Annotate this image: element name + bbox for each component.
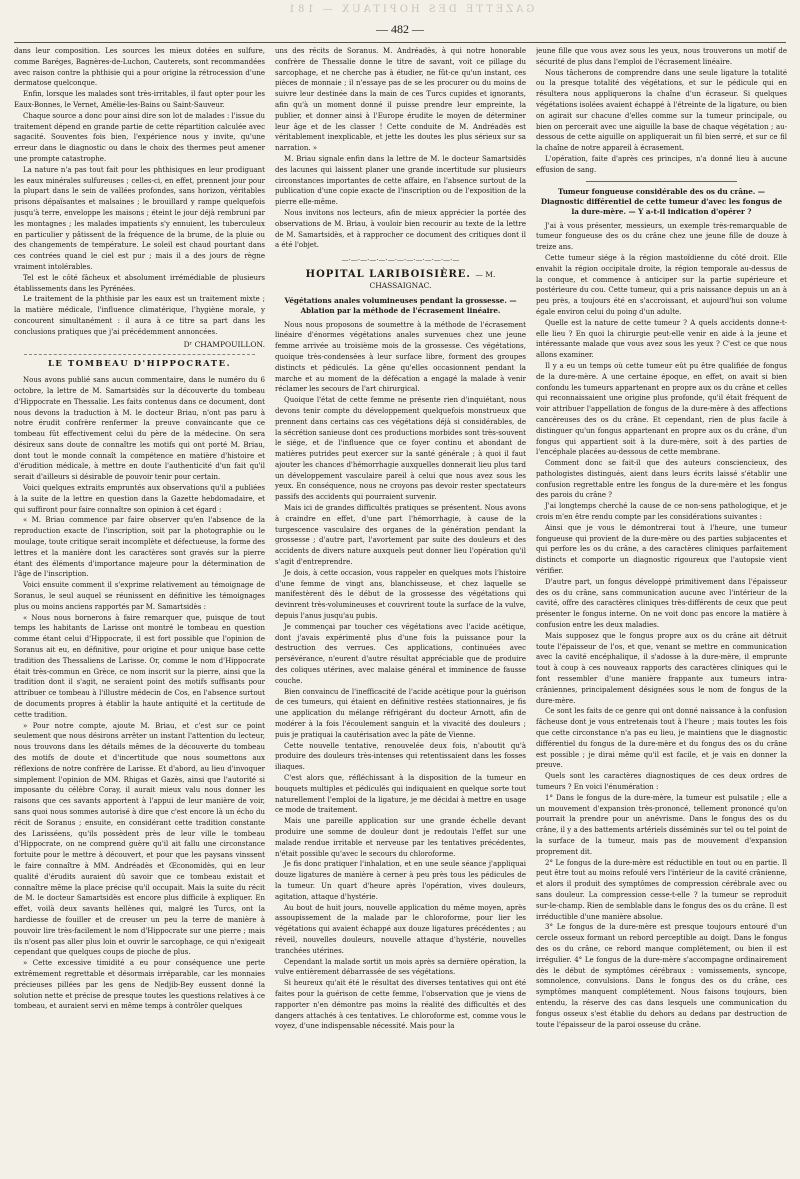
paragraph: Si heureux qu'ait été le résultat des diverses tentatives qui ont été faites pour la guérison de cette femme, l'observation que je viens de rapporter n'en démontre pas moins la réalité des difficultés et des dangers attachés à ces tentatives. Le chloroforme est, comme vous le voyez, d'une indispensable nécessité. Mais pour la — [275, 979, 526, 1031]
paragraph: Tel est le côté fâcheux et absolument irrémédiable de plusieurs établissements dans les Pyrénées. — [14, 273, 265, 293]
hospital-author: — M. CHASSAIGNAC. — [369, 269, 496, 290]
paragraph: 1° Dans le fongus de la dure-mère, la tumeur est pulsatile ; elle a un mouvement d'expansion très-prononcé, tellement prononcé qu'on pourrait la prendre pour un anévrisme. Dans le fongus des os du crâne, il y a des battements artériels disséminés sur tel ou tel point de la surface de la tumeur, mais pas de mouvement d'expansion proprement dit. — [536, 793, 787, 856]
paragraph: » Pour notre compte, ajoute M. Briau, et c'est sur ce point seulement que nous désirons arrêter un instant l'attention du lecteur, nous trouvons dans les détails mêmes de la découverte du tombeau des motifs de doute et d'incertitude que nous soumettons aux réflexions de notre confrère de Larisse. Et d'abord, au lieu d'invoquer simplement l'opinion de MM. Rhigas et Gazès, ainsi que l'autorité si imposante du célèbre Coray, il aurait mieux valu nous donner les raisons que ces savants apportent à l'appui de leur manière de voir, sans quoi nous sommes autorisé à dire que c'est encore là un écho du récit de Soranus ; ensuite, en considérant cette tradition constante des Larisséens, qu'ils possèdent près de leur ville le tombeau d'Hippocrate, on ne comprend guère qu'il ait fallu une circonstance fortuite pour le mettre à découvert, et pour que les paysans vinssent le faire connaître à MM. Andréadès et Œconomidès, qui en leur qualité d'érudits auraient dû savoir que ce tombeau existait et connaître même la place précise qu'il occupait. Mais la suite du récit de M. le docteur Samartsidès est encore plus difficile à expliquer. En effet, voilà deux savants hellènes qui, malgré les Turcs, ont la hardiesse de fouiller et de creuser un peu la terre de manière à pouvoir lire très-facilement le nom d'Hippocrate sur une pierre ; mais ils n'osent pas aller plus loin et ouvrir le sarcophage, ce qui n'exigeait cependant que quelques coups de pioche de plus. — [14, 721, 265, 957]
paragraph: « Nous nous bornerons à faire remarquer que, puisque de tout temps les habitants de Larisse ont montré le tombeau en question comme étant celui d'Hippocrate, il est fort possible que l'opinion de Soranus ait eu, en définitive, pour origine et pour unique base cette tradition des Thessaliens de Larisse. Or, comme le nom d'Hippocrate était très-commun en Grèce, ce nom inscrit sur la pierre, ainsi que la tradition dont il s'agit, ne seraient point des motifs suffisants pour attribuer ce tombeau à l'illustre médecin de Cos, en l'absence surtout de documents propres à établir la haute antiquité et la certitude de cette tradition. — [14, 613, 265, 719]
column-1 — [14, 46, 265, 1174]
paragraph: C'est alors que, réfléchissant à la disposition de la tumeur en bouquets multiples et pédiculés qui indiquaient en quelque sorte tout naturellement l'emploi de la ligature, je me décidai à mettre en usage ce mode de traitement. — [275, 774, 526, 815]
paragraph: Comment donc se fait-il que des auteurs consciencieux, des pathologistes distingués, aient dans leurs écrits laissé s'établir une confusion regrettable entre les fongus de la dure-mère et les fongus des parois du crâne ? — [536, 459, 787, 500]
paragraph: Ainsi que je vous le démontrerai tout à l'heure, une tumeur fongueuse qui provient de la dure-mère ou des parties subjacentes et qui perfore les os du crâne, a des caractères cliniques parfaitement distincts et comporte un diagnostic rigoureux que l'autopsie vient vérifier. — [536, 523, 787, 576]
paragraph: Je dois, à cette occasion, vous rappeler en quelques mots l'histoire d'une femme de vingt ans, blanchisseuse, et chez laquelle se manifestèrent dès le début de la grossesse des végétations qui devinrent très-volumineuses et couvrirent toute la surface de la vulve, depuis l'anus jusqu'au pubis. — [275, 568, 526, 621]
paragraph: jeune fille que vous avez sous les yeux, nous trouverons un motif de sécurité de plus dans l'emploi de l'écrasement linéaire. — [536, 47, 787, 66]
paragraph: Nous invitons nos lecteurs, afin de mieux apprécier la portée des observations de M. Briau, à vouloir bien recourir au texte de la lettre de M. Samartsidès, et à rapprocher ce document des critiques dont il a été l'objet. — [275, 208, 526, 250]
paragraph: J'ai à vous présenter, messieurs, un exemple très-remarquable de tumeur fongueuse des os du crâne chez une jeune fille de douze à treize ans. — [536, 221, 787, 252]
paragraph: D'autre part, un fongus développé primitivement dans l'épaisseur des os du crâne, sans communication aucune avec l'intérieur de la cavité, offre des caractères cliniques très-différents de ceux que peut présenter le fongus interne. On ne voit donc pas encore la matière à confusion entre les deux maladies. — [536, 577, 787, 630]
paragraph: uns des récits de Soranus. M. Andréadès, à qui notre honorable confrère de Thessalie donne le titre de savant, voit ce pillage du sarcophage, et ne cherche pas à étudier, ne fût-ce qu'un instant, ces pièces de monnaie ; il n'essaye pas de se les procurer ou du moins de suivre leur destinée dans la main de ces Turcs cupides et ignorants, afin qu'à un moment donné il puisse prendre leur empreinte, la publier, et donner ainsi à l'Europe érudite le moyen de déterminer leur âge et de les classer ! Cette conduite de M. Andréadès est véritablement inexplicable, et jette les doutes les plus sérieux sur sa narration. » — [275, 47, 526, 153]
paragraph: Enfin, lorsque les malades sont très-irritables, il faut opter pour les Eaux-Bonnes, le Vernet, Amélie-les-Bains ou Saint-Sauveur. — [14, 90, 265, 109]
article-title: Tumeur fongueuse considérable des os du crâne. — Diagnostic différentiel de cette tumeur d'avec les fongus de la dure-mère. — Y a-t-il indication d'opérer ? — [540, 186, 783, 216]
paragraph: La nature n'a pas tout fait pour les phthisiques en leur prodiguant les eaux minérales sulfureuses ; celles-ci, en effet, prennent jour pour la plupart dans le sein de vallées profondes, sans horizon, véritables prisons dépaïsantes et malsaines ; le brouillard y rampe quelquefois jusqu'à terre, enveloppe les maisons ; éteint le jour déjà rembruni par les montagnes ; les malades impatients s'y ennuient, les tuberculeux en particulier y pâtissent de la fréquence de la brume, de la pluie ou des changements de température. Le soleil est chaud pourtant dans ces contrées quand le ciel est pur ; mais il a des jours de règne vraiment intolérables. — [14, 165, 265, 271]
paragraph: Nous avons publié sans aucun commentaire, dans le numéro du 6 octobre, la lettre de M. Samartsidès sur la découverte du tombeau d'Hippocrate en Thessalie. Les faits contenus dans ce document, dont nous devons la traduction à M. le docteur Briau, n'ont pas paru à notre érudit confrère renfermer la preuve convaincante que ce tombeau fût effectivement celui du père de la médecine. On sera désireux sans doute de connaître les motifs qui ont porté M. Briau, dont tout le monde connaît la compétence en matière d'histoire et d'érudition médicale, à mettre en doute l'authenticité d'un fait qu'il serait d'ailleurs si désirable de pouvoir tenir pour certain. — [14, 376, 265, 482]
paragraph: 3° Le fongus de la dure-mère est presque toujours entouré d'un cercle osseux formant un rebord perceptible au doigt. Dans le fongus des os du crâne, ce rebord manque complétement, ou bien il est irrégulier. 4° Le fongus de la dure-mère s'accompagne ordinairement dès le début de symptômes cérébraux : vomissements, syncope, somnolence, convulsions. Dans le fongus des os du crâne, ces symptômes manquent complétement. Nous faisons toujours, bien entendu, la réserve des cas dans lesquels une communication du fongus osseux s'est établie du dehors au dedans par destruction de toute l'épaisseur de la paroi osseuse du crâne. — [536, 923, 787, 1029]
paragraph: Il y a eu un temps où cette tumeur eût pu être qualifiée de fongus de la dure-mère. A une certaine époque, en effet, on avait si bien confondu les tumeurs appartenant en propre aux os du crâne et celles qui reconnaissaient une origine plus profonde, qu'il était fréquent de voir attribuer l'appellation de fongus de la dure-mère à des affections cancéreuses des os du crâne. Et cependant, rien de plus facile à distinguer qu'un fongus appartenant en propre aux os du crâne, d'un fongus qui appartient soit à la dure-mère, soit à des parties de l'encéphale placées au-dessous de cette membrane. — [536, 361, 787, 457]
article-subtitle: Végétations anales volumineuses pendant la grossesse. — Ablation par la méthode de l'écrasement linéaire. — [284, 295, 517, 315]
paragraph: Je fis donc pratiquer l'inhalation, et en une seule séance j'appliquai douze ligatures de manière à cerner à peu près tous les pédicules de la tumeur. Un quart d'heure après l'opération, vives douleurs, agitation, attaque d'hystérie. — [275, 860, 526, 901]
column-2 — [275, 46, 526, 1174]
page-number: — 482 — — [376, 22, 424, 36]
hospital-heading — [275, 270, 526, 292]
author-signature: Dʳ CHAMPOUILLON. — [183, 339, 265, 349]
ornament-divider: —·—·—·—·—·—·—·—·—·—·—·—·— — [341, 256, 460, 265]
paragraph: Cette nouvelle tentative, renouvelée deux fois, n'aboutit qu'à produire des douleurs très-intenses qui retentissaient dans les fosses iliaques. — [275, 741, 526, 772]
paragraph: « M. Briau commence par faire observer qu'en l'absence de la reproduction exacte de l'inscription, soit par la photographie ou le moulage, toute critique serait incomplète et défectueuse, la forme des lettres et la manière dont les caractères sont gravés sur la pierre étant des éléments d'importance majeure pour la détermination de l'âge de l'inscription. — [14, 516, 265, 579]
paragraph: Mais supposez que le fongus propre aux os du crâne ait détruit toute l'épaisseur de l'os, et que, venant se mettre en communication avec la cavité encéphalique, il s'adosse à la dure-mère, il emprunte tout à coup à ces nouveaux rapports des caractères cliniques qui le font ressembler d'une manière frappante aux tumeurs intra-crâniennes, principalement désignées sous le nom de fongus de la dure-mère. — [536, 631, 787, 705]
header-rule — [14, 42, 786, 43]
paragraph: J'ai longtemps cherché la cause de ce non-sens pathologique, et je crois m'en être rendu compte par les considérations suivantes : — [536, 502, 787, 522]
paragraph: Voici quelques extraits empruntés aux observations qu'il a publiées à la suite de la lettre en question dans la Gazette hebdomadaire, et qui suffiront pour faire connaître son opinion à cet égard : — [14, 484, 265, 514]
paragraph: Mais ici de grandes difficultés pratiques se présentent. Nous avons à craindre en effet, d'une part l'hémorrhagie, à cause de la turgescence vasculaire des organes de la génération pendant la grossesse ; d'autre part, l'avortement par suite des douleurs et des accidents de divers nature auxquels peut donner lieu l'opération qu'il s'agit d'entreprendre. — [275, 504, 526, 567]
paragraph: Quoique l'état de cette femme ne présente rien d'inquiétant, nous devons tenir compte du développement quelquefois monstrueux que prennent dans certains cas ces végétations déjà si considérables, de la sécrétion sanieuse dont ces productions morbides sont très-souvent le siége, et de l'influence que ce foyer continu et abondant de matières putrides peut exercer sur la santé générale ; à quoi il faut ajouter les chances d'hémorrhagie auxquelles donnerait lieu plus tard un développement vasculaire pareil à celui que nous avez sous les yeux. En conséquence, nous ne croyons pas devoir rester spectateurs passifs des accidents qui pourraient survenir. — [275, 396, 526, 502]
show-through-text: GAZETTE DES HOPITAUX — 181 — [285, 4, 535, 15]
paragraph: Ce sont les faits de ce genre qui ont donné naissance à la confusion fâcheuse dont je vous entretenais tout à l'heure ; mais toutes les fois que cette circonstance n'a pas eu lieu, je maintiens que le diagnostic différentiel du fongus de la dure-mère et du fongus des os du crâne est possible ; je dirai même qu'il est facile, et je vais en donner la preuve. — [536, 707, 787, 770]
paragraph: Le traitement de la phthisie par les eaux est un traitement mixte ; la matière médicale, l'influence climatérique, l'hygiène morale, y concourent simultanément : il aura à ce titre sa part dans les conclusions pratiques que j'ai précédemment annoncées. — [14, 295, 265, 336]
paragraph: Quelle est la nature de cette tumeur ? A quels accidents donne-t-elle lieu ? En quoi la chirurgie peut-elle venir en aide à la jeune et intéressante malade que vous avez sous les yeux ? C'est ce que nous allons examiner. — [536, 318, 787, 360]
paragraph: Nous nous proposons de soumettre à la méthode de l'écrasement linéaire d'énormes végétations anales survenues chez une jeune femme arrivée au troisième mois de la grossesse. Ces végétations, quoique très-condensées à leur surface libre, forment des groupes distincts et pédiculés. La gêne qu'elles occasionnent pendant la marche et au moment de la défécation a engagé la malade à venir réclamer les secours de l'art chirurgical. — [275, 320, 526, 394]
paragraph: Je commençai par toucher ces végétations avec l'acide acétique, dont j'avais expérimenté plus d'une fois la puissance pour la destruction des verrues. Ces applications, continuées avec persévérance, n'eurent d'autre résultat appréciable que de produire des coliques utérines, avec malaise général et imminence de fausse couche. — [275, 622, 526, 685]
divider — [24, 354, 255, 355]
column-3 — [536, 46, 787, 1174]
paragraph: Bien convaincu de l'inefficacité de l'acide acétique pour la guérison de ces tumeurs, qui étaient en définitive restées stationnaires, je fis une application du mélange réfrigérant du docteur Arnott, afin de modérer à la fois l'écoulement sanguin et la vivacité des douleurs ; puis je pratiquai la cautérisation avec la pâte de Vienne. — [275, 687, 526, 739]
divider — [586, 181, 737, 182]
paragraph: Cependant la malade sortit un mois après sa dernière opération, la vulve entièrement débarrassée de ses végétations. — [275, 957, 526, 977]
paragraph: Voici ensuite comment il s'exprime relativement au témoignage de Soranus, le seul auquel se réunissent en définitive les témoignages plus ou moins anciens rapportés par M. Samartsidès : — [14, 581, 265, 611]
paragraph: Quels sont les caractères diagnostiques de ces deux ordres de tumeurs ? En voici l'énumération : — [536, 772, 787, 791]
paragraph: » Cette excessive timidité a eu pour conséquence une perte extrêmement regrettable et désormais irréparable, car les monnaies précieuses pillées par les gens de Nedjib-Bey eussent donné la solution nette et précise de presque toutes les questions relatives à ce tombeau, et auraient servi en même temps à contrôler quelques — [14, 959, 265, 1011]
paragraph: Cette tumeur siége à la région mastoïdienne du côté droit. Elle envahit la région occipitale droite, la région temporale au-dessus de la conque, et commence à anticiper sur la partie supérieure et postérieure du cou. Cette tumeur, qui a pris naissance depuis un an à peu près, a toujours été en s'accroissant, et aujourd'hui son volume égale environ celui du poing d'un adulte. — [536, 253, 787, 316]
paragraph: M. Briau signale enfin dans la lettre de M. le docteur Samartsidès des lacunes qui laissent planer une grande incertitude sur plusieurs circonstances importantes de cette affaire, en l'absence surtout de la publication d'une copie exacte de l'inscription ou de l'exposition de la pierre elle-même. — [275, 154, 526, 207]
hospital-name: HOPITAL LARIBOISIÈRE. — [305, 268, 471, 280]
paragraph: dans leur composition. Les sources les mieux dotées en sulfure, comme Baréges, Bagnères-de-Luchon, Cauterets, sont recommandées avec raison contre la phthisie qui a pour origine la rétrocession d'une dermatose quelconque. — [14, 47, 265, 88]
paragraph: Au bout de huit jours, nouvelle application du même moyen, après assoupissement de la malade par le chloroforme, pour lier les végétations qui avaient échappé aux douze ligatures précédentes ; au réveil, nouvelles douleurs, nouvelle attaque d'hystérie, nouvelles tranchées utérines. — [275, 903, 526, 955]
paragraph: Mais une pareille application sur une grande échelle devant produire une somme de douleur dont je redoutais l'effet sur une malade rendue irritable et nerveuse par les tentatives précédentes, n'était possible qu'avec le secours du chloroforme. — [275, 817, 526, 858]
paragraph: Nous tâcherons de comprendre dans une seule ligature la totalité ou la presque totalité des végétations, et sur le pédicule qui en résultera nous appliquerons la chaîne d'un écraseur. Si quelques végétations isolées avaient échappé à l'étreinte de la ligature, ou bien on agirait sur chacune d'elles comme sur la tumeur principale, ou bien on percerait avec une aiguille la base de chaque végétation ; au-dessous de cette aiguille on appliquerait un fil bien serré, et sur ce fil la chaîne de notre appareil à écrasement. — [536, 68, 787, 153]
paragraph: L'opération, faite d'après ces principes, n'a donné lieu à aucune effusion de sang. — [536, 154, 787, 174]
paragraph: Chaque source a donc pour ainsi dire son lot de malades : l'issue du traitement dépend en grande partie de cette répartition calculée avec sagacité. Souventes fois bien, l'expérience nous y invite, qu'une erreur dans le diagnostic ou dans le choix des thermes peut amener une prompte catastrophe. — [14, 111, 265, 163]
article-title: LE TOMBEAU D'HIPPOCRATE. — [47, 359, 232, 370]
paragraph: 2° Le fongus de la dure-mère est réductible en tout ou en partie. Il peut être tout au moins refoulé vers l'intérieur de la cavité crânienne, et alors il produit des symptômes de compression cérébrale avec ou sans douleur. La compression cesse-t-elle ? la tumeur se reproduit sur-le-champ. Rien de semblable dans le fongus des os du crâne. Il est irréductible d'une manière absolue. — [536, 858, 787, 921]
